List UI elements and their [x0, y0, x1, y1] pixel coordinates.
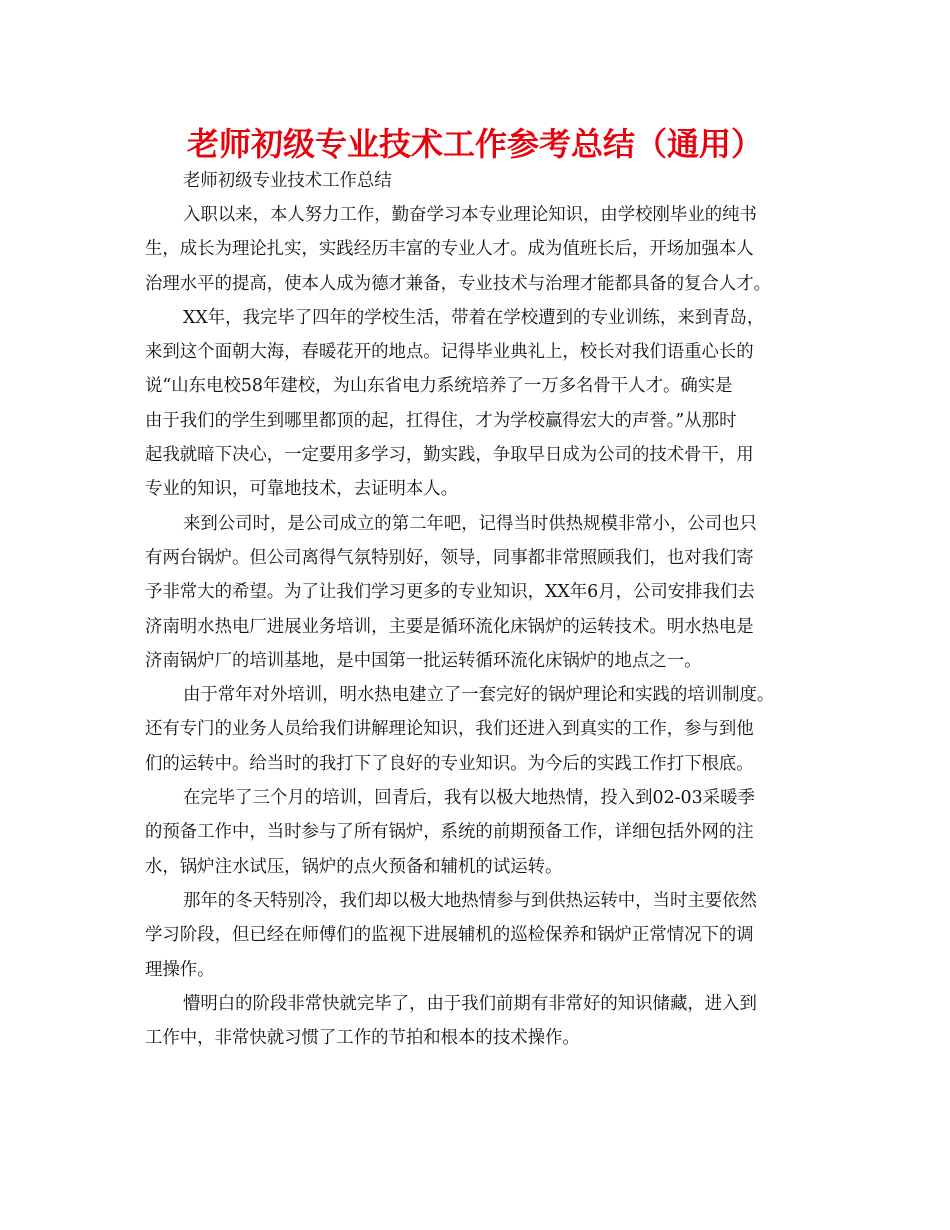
paragraph-line: 治理水平的提高，使本人成为德才兼备，专业技术与治理才能都具备的复合人才。: [145, 273, 772, 294]
paragraph-line: 工作中，非常快就习惯了工作的节拍和根本的技术操作。: [145, 1028, 580, 1049]
document-body: [145, 164, 805, 1055]
paragraph-line: XX年，我完毕了四年的学校生活，带着在学校遭到的专业训练，来到青岛，: [183, 307, 765, 328]
paragraph-line: 由于我们的学生到哪里都顶的起，扛得住，才为学校赢得宏大的声誉。”从那时: [145, 410, 737, 431]
paragraph: [145, 987, 805, 1056]
paragraph: [145, 198, 805, 301]
paragraph-line: 的预备工作中，当时参与了所有锅炉，系统的前期预备工作，详细包括外网的注: [145, 822, 754, 843]
paragraph: [145, 507, 805, 678]
paragraph-line: 予非常大的希望。为了让我们学习更多的专业知识，XX年6月，公司安排我们去: [145, 582, 755, 603]
paragraph-line: 来到公司时，是公司成立的第二年吧，记得当时供热规模非常小，公司也只: [183, 513, 757, 534]
paragraph-line: 说“山东电校58年建校，为山东省电力系统培养了一万多名骨干人才。确实是: [145, 376, 733, 397]
paragraph-line: 有两台锅炉。但公司离得气氛特别好，领导，同事都非常照顾我们，也对我们寄: [145, 547, 754, 568]
paragraph-line: 生，成长为理论扎实，实践经历丰富的专业人才。成为值班长后，开场加强本人: [145, 239, 754, 260]
paragraph-line: 那年的冬天特别冷，我们却以极大地热情参与到供热运转中，当时主要依然: [183, 890, 757, 911]
paragraph-line: 在完毕了三个月的培训，回青后，我有以极大地热情，投入到02-03采暖季: [183, 788, 755, 809]
paragraph: [145, 678, 805, 781]
paragraph-line: 济南明水热电厂进展业务培训，主要是循环流化床锅炉的运转技术。明水热电是: [145, 616, 754, 637]
paragraph-line: 由于常年对外培训，明水热电建立了一套完好的锅炉理论和实践的培训制度。: [183, 685, 775, 706]
paragraph-line: 起我就暗下决心，一定要用多学习，勤实践，争取早日成为公司的技术骨干，用: [145, 445, 754, 466]
document-subtitle: 老师初级专业技术工作总结: [183, 171, 392, 191]
paragraph-line: 还有专门的业务人员给我们讲解理论知识，我们还进入到真实的工作，参与到他: [145, 719, 754, 740]
document-title: 老师初级专业技术工作参考总结（通用）: [186, 125, 763, 163]
paragraph-line: 们的运转中。给当时的我打下了良好的专业知识。为今后的实践工作打下根底。: [145, 753, 754, 774]
paragraph-line: 来到这个面朝大海，春暖花开的地点。记得毕业典礼上，校长对我们语重心长的: [145, 342, 754, 363]
paragraph-line: 专业的知识，可靠地技术，去证明本人。: [145, 479, 459, 500]
paragraph-line: 济南锅炉厂的培训基地，是中国第一批运转循环流化床锅炉的地点之一。: [145, 650, 702, 671]
paragraph-line: 入职以来，本人努力工作，勤奋学习本专业理论知识，由学校刚毕业的纯书: [183, 205, 757, 225]
paragraph: [145, 301, 805, 507]
paragraph: [145, 781, 805, 884]
paragraph-line: 懵明白的阶段非常快就完毕了，由于我们前期有非常好的知识储藏，进入到: [183, 993, 757, 1014]
paragraph-line: 理操作。: [145, 959, 215, 980]
paragraph: [145, 884, 805, 987]
paragraph-line: 水，锅炉注水试压，锅炉的点火预备和辅机的试运转。: [145, 856, 563, 877]
paragraph-line: 学习阶段，但已经在师傅们的监视下进展辅机的巡检保养和锅炉正常情况下的调: [145, 925, 754, 946]
